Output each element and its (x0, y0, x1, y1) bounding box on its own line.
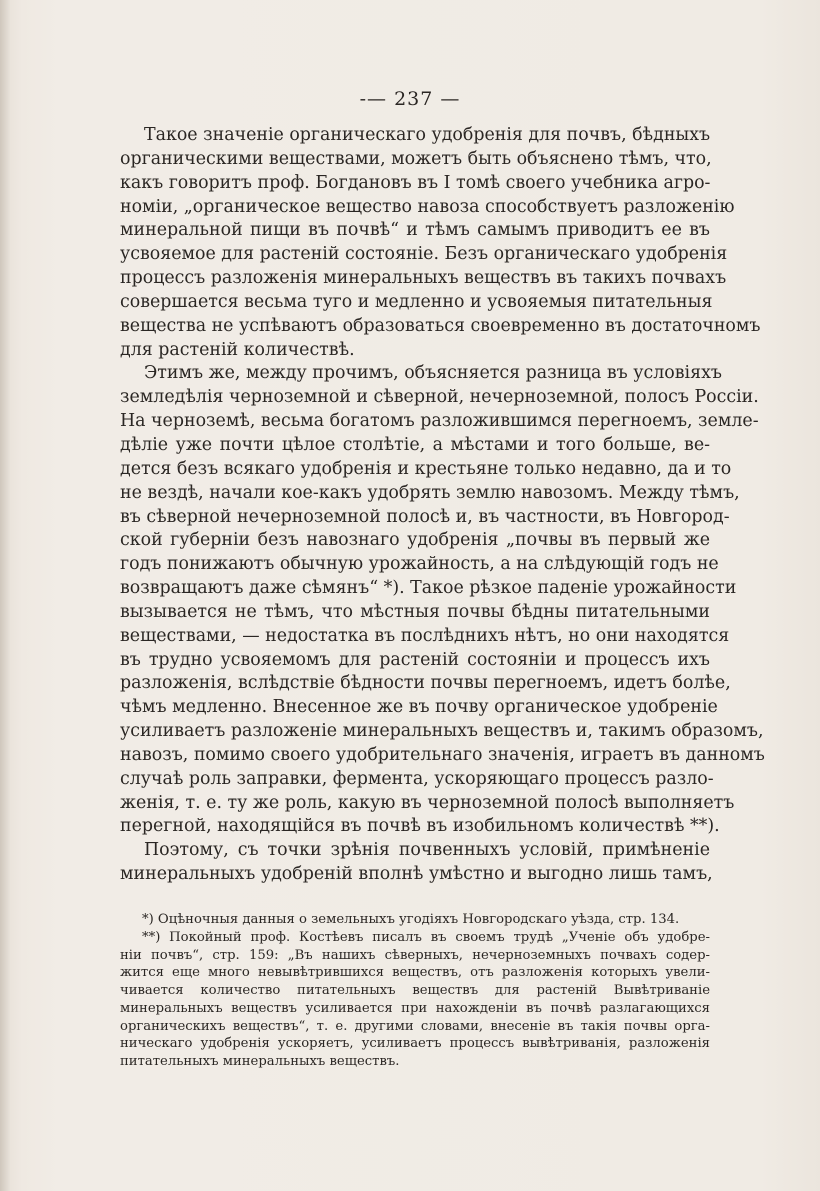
text-line: годъ понижаютъ обычную урожайность, а на слѣдующій годъ не (120, 554, 719, 575)
text-line: навозъ, помимо своего удобрительнаго значенія, играетъ въ данномъ (120, 744, 765, 765)
page-binding-edge (0, 0, 10, 1191)
text-line: перегной, находящійся въ почвѣ въ изобильномъ количествѣ **). (120, 816, 720, 837)
text-line: усвояемое для растеній состояніе. Безъ органическаго удобренія (120, 244, 728, 265)
text-line: совершается весьма туго и медленно и усвояемыя питательныя (120, 291, 713, 312)
footnote-line: чивается количество питательныхъ веществъ для растеній Вывѣтриваніе (120, 983, 710, 998)
text-line: органическими веществами, можетъ быть объяснено тѣмъ, что, (120, 148, 712, 169)
footnote-line: *) Оцѣночныя данныя о земельныхъ угодіяхъ Новгородскаго уѣзда, стр. 134. (142, 912, 680, 927)
footnote-line: жится еще много невывѣтрившихся веществъ, отъ разложенія которыхъ увели- (120, 965, 710, 981)
text-line: ской губерніи безъ навознаго удобренія „почвы въ первый же (120, 530, 710, 551)
footnote-line: минеральныхъ веществъ усиливается при нахожденіи въ почвѣ разлагающихся (120, 1000, 710, 1016)
text-line: разложенія, вслѣдствіе бѣдности почвы перегноемъ, идетъ болѣе, (120, 673, 731, 694)
text-line: Этимъ же, между прочимъ, объясняется разница въ условіяхъ (144, 363, 722, 384)
text-line: вызывается не тѣмъ, что мѣстныя почвы бѣдны питательными (120, 601, 710, 622)
footnotes (120, 911, 710, 1071)
text-line: дется безъ всякаго удобренія и крестьяне только недавно, да и то (120, 458, 732, 479)
text-line: для растеній количествѣ. (120, 339, 355, 360)
text-line: дѣліе уже почти цѣлое столѣтіе, а мѣстами и того больше, ве- (120, 434, 710, 455)
text-line: не вездѣ, начали кое-какъ удобрять землю навозомъ. Между тѣмъ, (120, 482, 740, 503)
text-line: чѣмъ медленно. Внесенное же въ почву органическое удобреніе (120, 697, 718, 718)
text-line: женія, т. е. ту же роль, какую въ черноземной полосѣ выполняетъ (120, 792, 735, 813)
footnote-line: ническаго удобренія ускоряетъ, усиливаетъ процессъ вывѣтриванія, разложенія (120, 1036, 710, 1052)
text-line: въ сѣверной нечерноземной полосѣ и, въ частности, въ Новгород- (120, 506, 730, 527)
text-line: Поэтому, съ точки зрѣнія почвенныхъ условій, примѣненіе (144, 840, 710, 861)
text-line: возвращаютъ даже сѣмянъ“ *). Такое рѣзкое паденіе урожайности (120, 578, 737, 599)
footnote-line: питательныхъ минеральныхъ веществъ. (120, 1054, 400, 1069)
page-number: -— 237 — (359, 88, 461, 110)
text-line: процессъ разложенія минеральныхъ веществъ въ такихъ почвахъ (120, 268, 727, 289)
text-line: минеральной пищи въ почвѣ“ и тѣмъ самымъ приводитъ ее въ (120, 220, 710, 241)
text-line: въ трудно усвояемомъ для растеній состояніи и процессъ ихъ (120, 649, 710, 670)
text-line: веществами, — недостатка въ послѣднихъ нѣтъ, но они находятся (120, 625, 730, 646)
text-line: земледѣлія черноземной и сѣверной, нечерноземной, полосъ Россіи. (120, 387, 759, 408)
text-line: номіи, „органическое вещество навоза способствуетъ разложенію (120, 196, 735, 217)
text-line: усиливаетъ разложеніе минеральныхъ веществъ и, такимъ образомъ, (120, 721, 764, 742)
text-line: Такое значеніе органическаго удобренія для почвъ, бѣдныхъ (144, 125, 711, 145)
footnote-line: ніи почвъ“, стр. 159: „Въ нашихъ сѣверныхъ, нечерноземныхъ почвахъ содер- (120, 947, 710, 963)
text-line: На черноземѣ, весьма богатомъ разложившимся перегноемъ, земле- (120, 411, 759, 432)
text-line: какъ говоритъ проф. Богдановъ въ I томѣ своего учебника агро- (120, 172, 711, 193)
footnote-line: **) Покойный проф. Костѣевъ писалъ въ своемъ трудѣ „Ученіе объ удобре- (142, 929, 710, 945)
footnote-line: органическихъ веществъ“, т. е. другими словами, внесеніе въ такія почвы орга- (120, 1018, 710, 1034)
main-text (120, 124, 765, 887)
text-line: случаѣ роль заправки, фермента, ускоряющаго процессъ разло- (120, 768, 714, 789)
text-line: минеральныхъ удобреній вполнѣ умѣстно и выгодно лишь тамъ, (120, 864, 713, 885)
text-line: вещества не успѣваютъ образоваться своевременно въ достаточномъ (120, 315, 761, 336)
